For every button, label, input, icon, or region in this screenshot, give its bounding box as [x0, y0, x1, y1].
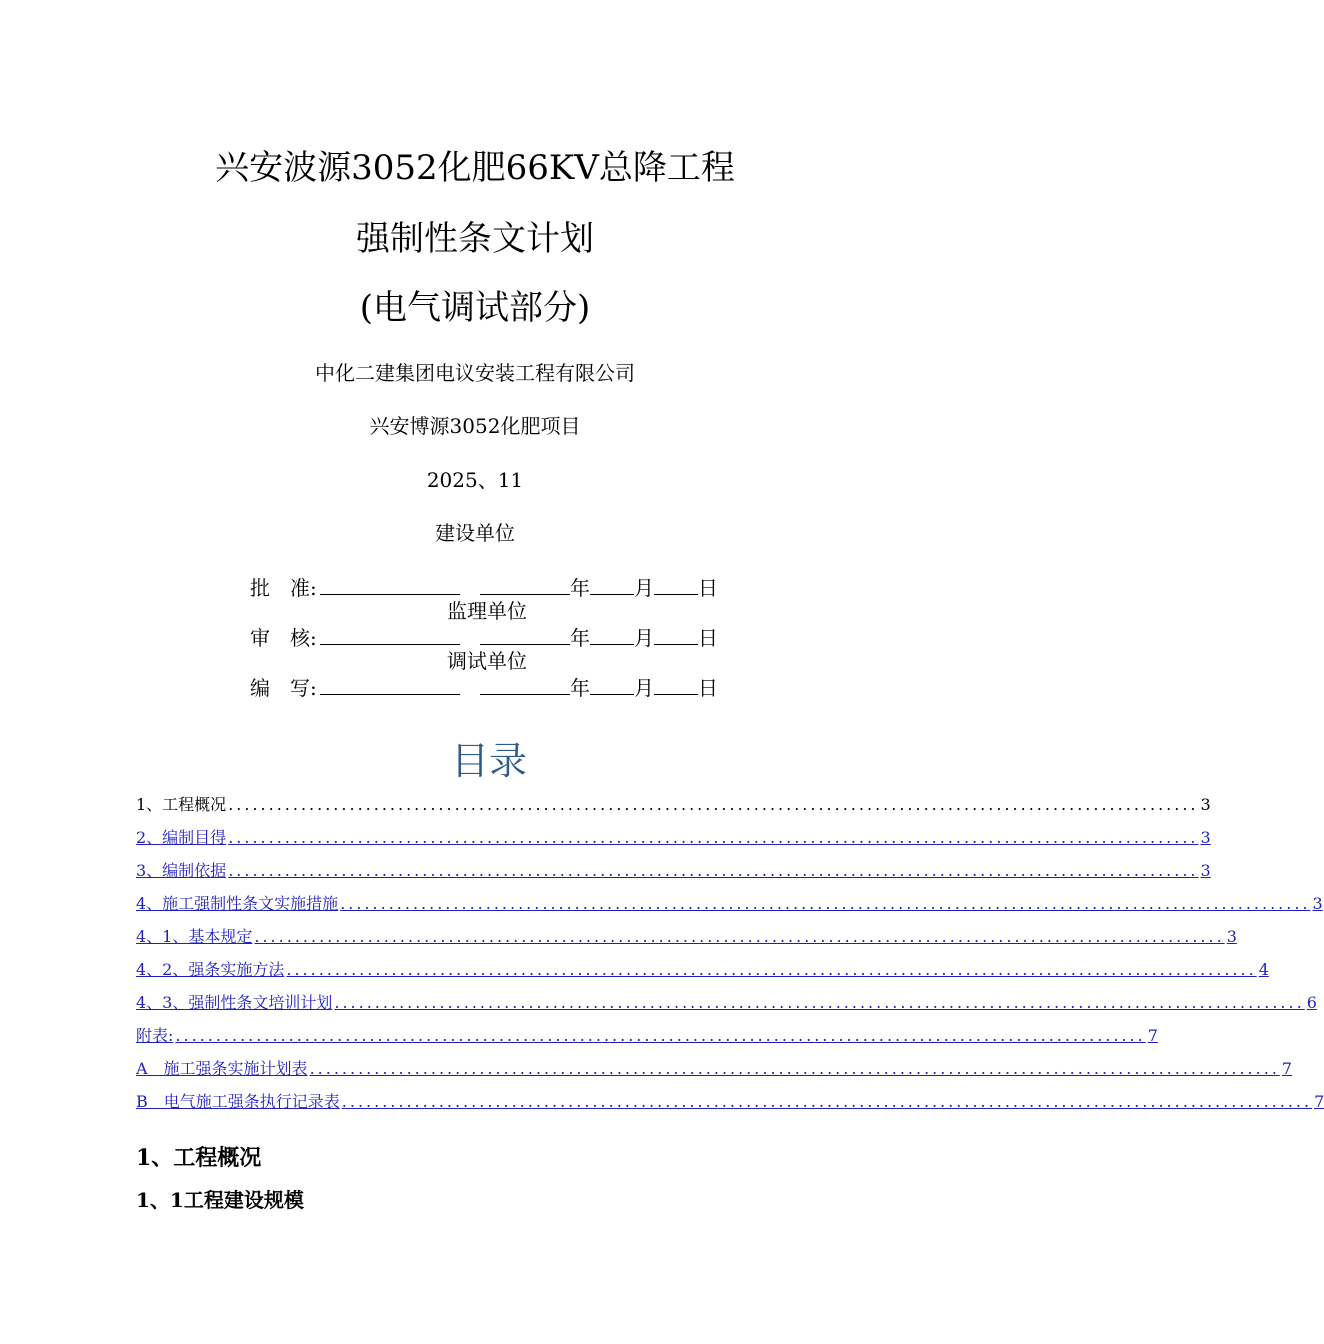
section-heading-1: 1、工程概况 [136, 1145, 262, 1171]
toc-entry-label: 2、编制目得 [136, 828, 227, 847]
supervision-unit-label: 监理单位 [447, 599, 527, 623]
year-label: 年 [570, 626, 590, 650]
toc-entry [136, 793, 1211, 826]
toc-entry[interactable] [136, 1057, 1293, 1090]
year-label: 年 [570, 576, 590, 600]
signature-role: 编 写: [250, 676, 317, 700]
toc-entry[interactable] [136, 958, 1269, 991]
toc-entry-page: 4 [1258, 960, 1269, 979]
day-label: 日 [698, 676, 718, 700]
toc-entry[interactable] [136, 925, 1237, 958]
toc-entry[interactable] [136, 826, 1211, 859]
toc-title: 目录 [450, 739, 527, 783]
toc-entry-page: 3 [1312, 894, 1323, 913]
document-title-line1: 兴安波源3052化肥66KV总降工程 [215, 148, 735, 188]
toc-entry-page: 7 [1147, 1026, 1158, 1045]
toc-entry-label: 附表: [136, 1026, 174, 1045]
month-blank [590, 674, 634, 695]
toc-entry-label: 4、1、基本规定 [136, 927, 253, 946]
commissioning-unit-label: 调试单位 [447, 649, 527, 673]
day-label: 日 [698, 576, 718, 600]
toc-entry[interactable] [136, 1090, 1324, 1123]
toc-leader-dots: ........................................................................................................................ [309, 1059, 1280, 1078]
document-date: 2025、11 [426, 468, 524, 492]
signature-line [320, 624, 460, 645]
signature-line [320, 674, 460, 695]
year-blank [480, 574, 570, 595]
signature-line [320, 574, 460, 595]
table-of-contents [136, 793, 1324, 1123]
toc-entry-page: 3 [1226, 927, 1237, 946]
signature-row-approve [250, 574, 770, 600]
signature-row-review [250, 624, 770, 650]
toc-entry-label: 4、2、强条实施方法 [136, 960, 285, 979]
toc-leader-dots: ........................................................................................................................ [254, 927, 1225, 946]
month-label: 月 [634, 676, 654, 700]
toc-entry-label: 4、3、强制性条文培训计划 [136, 993, 333, 1012]
toc-entry-label: B 电气施工强条执行记录表 [136, 1092, 340, 1111]
toc-leader-dots: ........................................................................................................................ [228, 795, 1199, 814]
section-heading-1-1: 1、1工程建设规模 [136, 1188, 304, 1212]
toc-entry[interactable] [136, 859, 1211, 892]
day-blank [654, 674, 698, 695]
toc-entry-page: 3 [1200, 861, 1211, 880]
toc-leader-dots: ........................................................................................................................ [341, 1092, 1313, 1111]
month-label: 月 [634, 626, 654, 650]
toc-entry-label: 1、工程概况 [136, 795, 227, 814]
company-name: 中化二建集团电议安装工程有限公司 [315, 361, 635, 385]
toc-entry-label: A 施工强条实施计划表 [136, 1059, 308, 1078]
signature-role: 审 核: [250, 626, 317, 650]
toc-entry-page: 7 [1314, 1092, 1324, 1111]
toc-leader-dots: ........................................................................................................................ [228, 861, 1199, 880]
toc-leader-dots: ........................................................................................................................ [334, 993, 1305, 1012]
month-label: 月 [634, 576, 654, 600]
month-blank [590, 624, 634, 645]
year-label: 年 [570, 676, 590, 700]
toc-entry-label: 4、施工强制性条文实施措施 [136, 894, 339, 913]
toc-entry[interactable] [136, 892, 1323, 925]
toc-entry-page: 3 [1200, 795, 1211, 814]
toc-leader-dots: ........................................................................................................................ [228, 828, 1199, 847]
toc-entry-page: 6 [1306, 993, 1317, 1012]
month-blank [590, 574, 634, 595]
signature-role: 批 准: [250, 576, 317, 600]
signature-row-write [250, 674, 770, 700]
toc-leader-dots: ........................................................................................................................ [175, 1026, 1146, 1045]
toc-entry-page: 3 [1200, 828, 1211, 847]
toc-leader-dots: ........................................................................................................................ [286, 960, 1257, 979]
toc-entry[interactable] [136, 1024, 1158, 1057]
toc-entry[interactable] [136, 991, 1317, 1024]
toc-leader-dots: ........................................................................................................................ [340, 894, 1311, 913]
year-blank [480, 624, 570, 645]
document-title-line3: (电气调试部分) [359, 288, 591, 328]
project-name: 兴安博源3052化肥项目 [369, 414, 581, 438]
day-blank [654, 574, 698, 595]
toc-entry-label: 3、编制依据 [136, 861, 227, 880]
day-label: 日 [698, 626, 718, 650]
toc-entry-page: 7 [1281, 1059, 1293, 1078]
day-blank [654, 624, 698, 645]
document-title-line2: 强制性条文计划 [356, 219, 594, 259]
year-blank [480, 674, 570, 695]
construction-unit-label: 建设单位 [435, 521, 515, 545]
